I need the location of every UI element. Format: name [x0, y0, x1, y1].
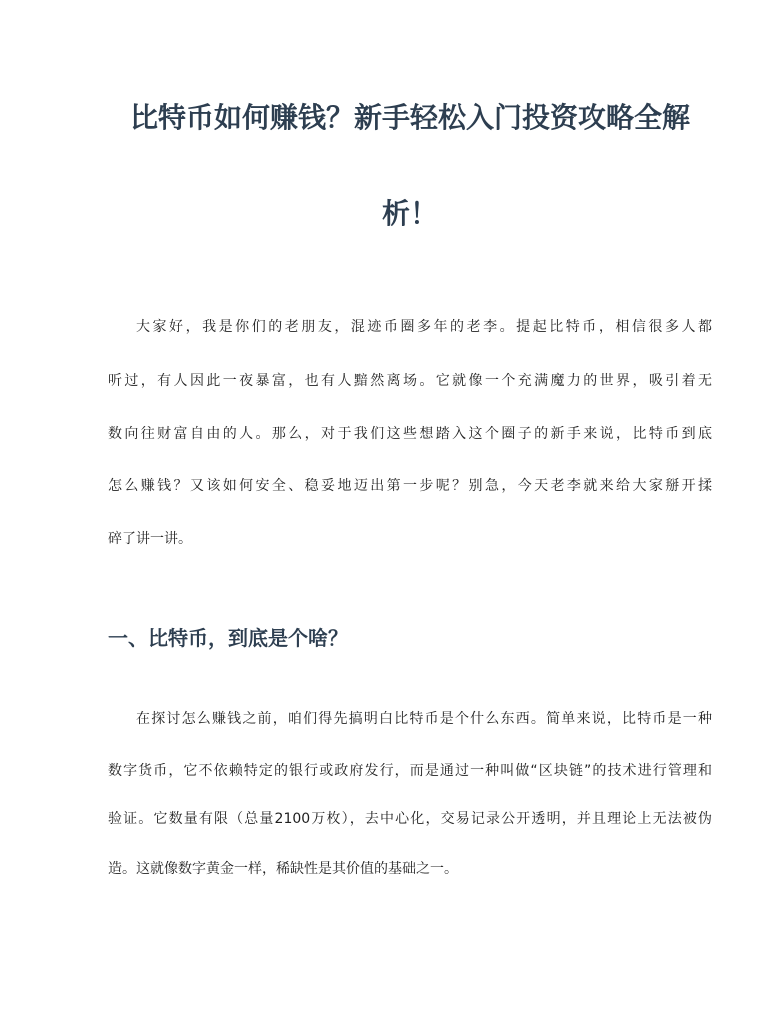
section1-paragraph-line-4: 造。这就像数字黄金一样，稀缺性是其价值的基础之一。 [108, 861, 458, 877]
intro-paragraph-line-4: 怎么赚钱？又该如何安全、稳妥地迈出第一步呢？别急，今天老李就来给大家掰开揉 [108, 478, 712, 494]
section1-paragraph-line-3: 验证。它数量有限（总量2100万枚），去中心化，交易记录公开透明，并且理论上无法被伪 [108, 811, 712, 827]
intro-paragraph-line-2: 听过，有人因此一夜暴富，也有人黯然离场。它就像一个充满魔力的世界，吸引着无 [108, 373, 712, 389]
section-heading-1: 一、比特币，到底是个啥？ [108, 626, 348, 650]
intro-paragraph-line-1: 大家好，我是你们的老朋友，混迹币圈多年的老李。提起比特币，相信很多人都 [136, 319, 712, 335]
intro-paragraph-line-5: 碎了讲一讲。 [108, 531, 192, 547]
article-title-line-2: 析！ [381, 197, 438, 230]
article-title-line-1: 比特币如何赚钱？新手轻松入门投资攻略全解 [129, 101, 690, 134]
section1-paragraph-line-2: 数字货币，它不依赖特定的银行或政府发行，而是通过一种叫做“区块链”的技术进行管理和 [108, 763, 712, 779]
section1-paragraph-line-1: 在探讨怎么赚钱之前，咱们得先搞明白比特币是个什么东西。简单来说，比特币是一种 [136, 711, 712, 727]
intro-paragraph-line-3: 数向往财富自由的人。那么，对于我们这些想踏入这个圈子的新手来说，比特币到底 [108, 426, 712, 442]
